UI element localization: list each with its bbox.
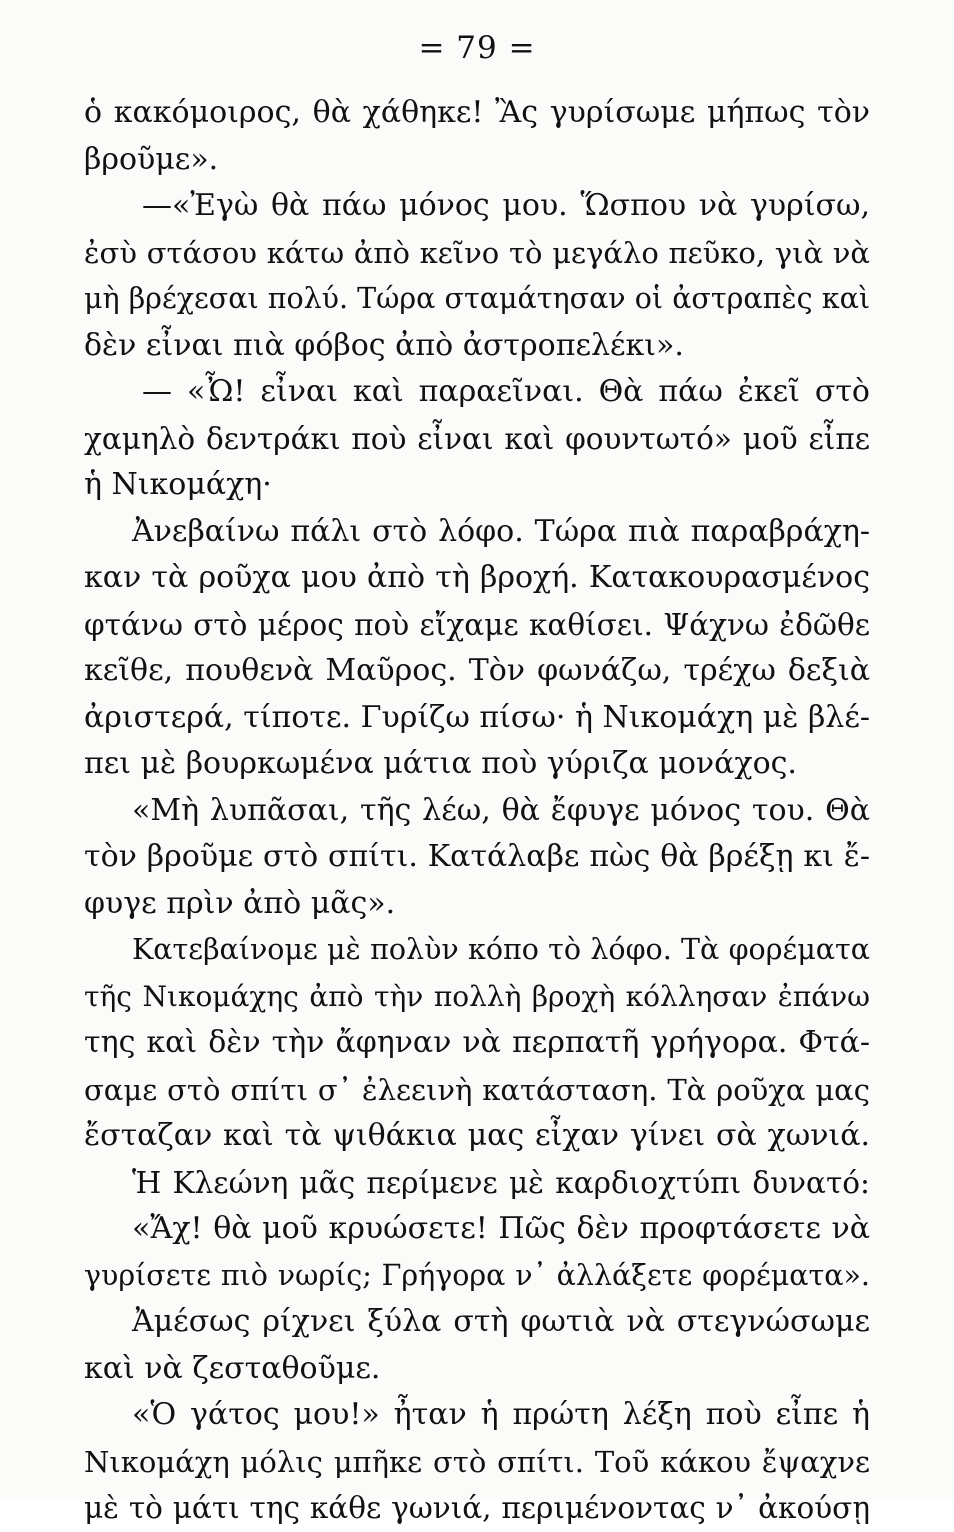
text-line: —«Ἐγὼ θὰ πάω μόνος μου. Ὥσπου νὰ γυρίσω, [142,188,870,223]
page-number: = 79 = [418,30,536,66]
text-line: σαμε στὸ σπίτι σ᾽ ἐλεεινὴ κατάσταση. Τὰ ροῦχα μας [84,1072,870,1107]
text-line: γυρίσετε πιὸ νωρίς; Γρήγορα ν᾽ ἀλλάξετε φορέματα». [84,1258,870,1292]
text-line: Κατεβαίνομε μὲ πολὺν κόπο τὸ λόφο. Τὰ φορέματα [132,933,870,966]
text-line: Ἡ Κλεώνη μᾶς περίμενε μὲ καρδιοχτύπι δυνατό: [132,1165,870,1200]
text-line: ὁ κακόμοιρος, θὰ χάθηκε! Ἂς γυρίσωμε μήπως τὸν [84,95,870,130]
text-line: Ἀνεβαίνω πάλι στὸ λόφο. Τώρα πιὰ παραβράχη- [132,513,870,549]
body-text [84,90,870,1532]
text-line: — «Ὦ! εἶναι καὶ παραεῖναι. Θὰ πάω ἐκεῖ στὸ [142,374,870,409]
text-line: ἀριστερά, τίποτε. Γυρίζω πίσω· ἡ Νικομάχη μὲ βλέ- [84,699,870,735]
text-line: κεῖθε, πουθενὰ Μαῦρος. Τὸν φωνάζω, τρέχω δεξιὰ [84,653,870,688]
text-line: «Μὴ λυπᾶσαι, τῆς λέω, θὰ ἔφυγε μόνος του. Θὰ [132,792,870,828]
text-line: μὴ βρέχεσαι πολύ. Τώρα σταμάτησαν οἱ ἀστραπὲς καὶ [84,282,870,315]
text-line: «Ὁ γάτος μου!» ἦταν ἡ πρώτη λέξη ποὺ εἶπε ἡ [132,1397,870,1432]
text-line: ἐσὺ στάσου κάτω ἀπὸ κεῖνο τὸ μεγάλο πεῦκο, γιὰ νὰ [84,235,870,270]
text-line: καὶ νὰ ζεσταθοῦμε. [84,1350,381,1386]
text-line: φυγε πρὶν ἀπὸ μᾶς». [84,885,396,921]
text-line: καν τὰ ροῦχα μου ἀπὸ τὴ βροχή. Κατακουρασμένος [84,560,870,595]
text-line: μὲ τὸ μάτι της κάθε γωνιά, περιμένοντας ν᾽ ἀκούσῃ [84,1491,870,1525]
text-line: δὲν εἶναι πιὰ φόβος ἀπὸ ἀστροπελέκι». [84,327,684,363]
text-line: Νικομάχη μόλις μπῆκε στὸ σπίτι. Τοῦ κάκου ἔψαχνε [84,1444,870,1479]
text-line: χαμηλὸ δεντράκι ποὺ εἶναι καὶ φουντωτό» μοῦ εἶπε [84,421,870,456]
text-line: «Ἄχ! θὰ μοῦ κρυώσετε! Πῶς δὲν προφτάσετε νὰ [132,1211,870,1246]
text-line: τῆς Νικομάχης ἀπὸ τὴν πολλὴ βροχὴ κόλλησαν ἐπάνω [84,979,870,1013]
text-line: πει μὲ βουρκωμένα μάτια ποὺ γύριζα μονάχος. [84,746,797,781]
text-line: φτάνω στὸ μέρος ποὺ εἴχαμε καθίσει. Ψάχνω ἐδῶθε [84,607,870,642]
text-line: τὸν βροῦμε στὸ σπίτι. Κατάλαβε πὼς θὰ βρέξῃ κι ἔ- [84,839,870,874]
text-line: Ἀμέσως ρίχνει ξύλα στὴ φωτιὰ νὰ στεγνώσωμε [132,1304,870,1339]
text-line: ἔσταζαν καὶ τὰ ψιθάκια μας εἶχαν γίνει σὰ χωνιά. [84,1118,870,1153]
text-line: βροῦμε». [84,141,219,177]
text-line: της καὶ δὲν τὴν ἄφηναν νὰ περπατῆ γρήγορα. Φτά- [84,1025,870,1060]
text-line: ἡ Νικομάχη· [84,467,272,502]
